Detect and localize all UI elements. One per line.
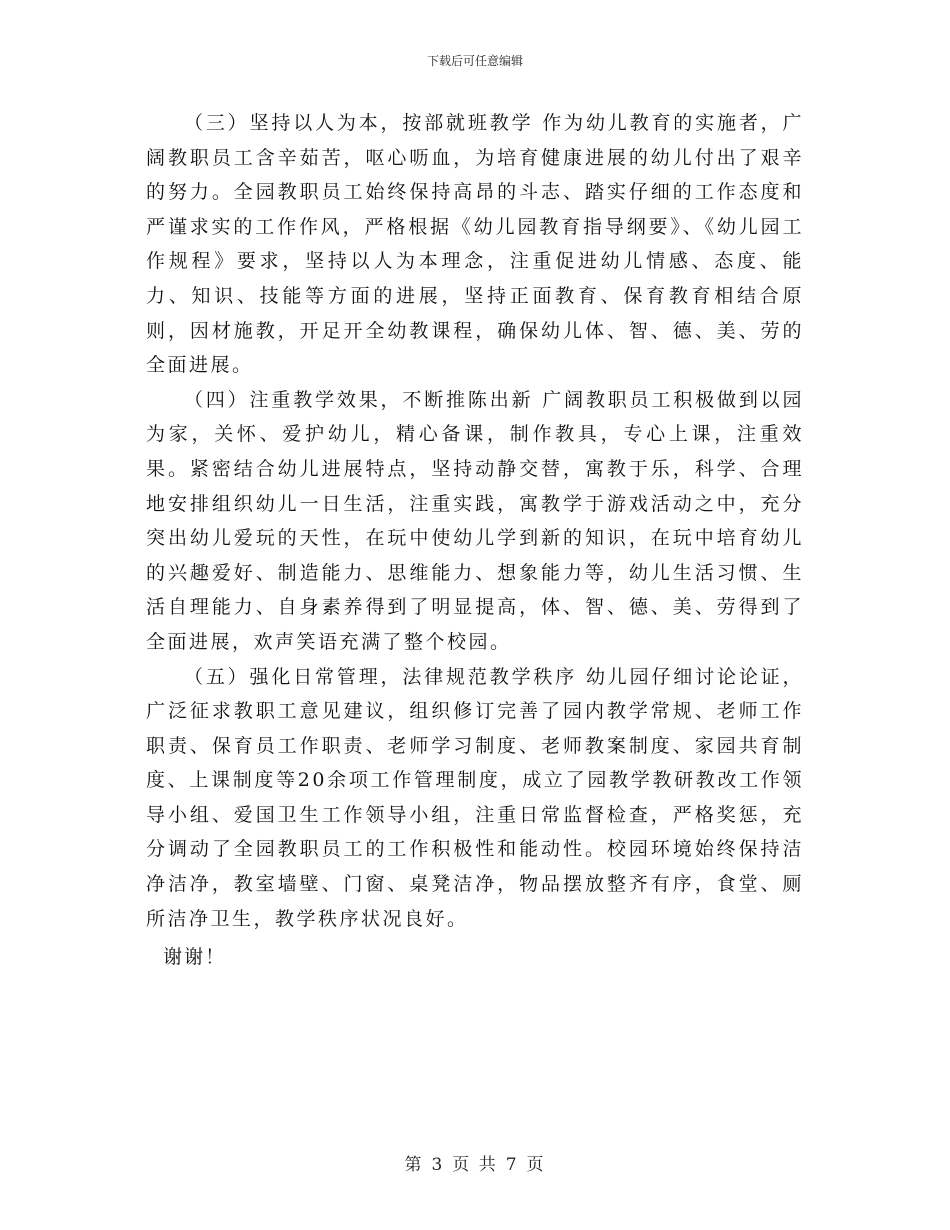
paragraph-5: （五）强化日常管理，法律规范教学秩序 幼儿园仔细讨论论证，广泛征求教职工意见建议，组织修订完善了园内教学常规、老师工作职责、保育员工作职责、老师学习制度、老师教案制度、家园共育制度、上课制度等20余项工作管理制度，成立了园教学教研教改工作领导小组、爱国卫生工作领导小组，注重日常监督检查，严格奖惩，充分调动了全园教职员工的工作积极性和能动性。校园环境始终保持洁净洁净，教室墙壁、门窗、桌凳洁净，物品摆放整齐有序，食堂、厕所洁净卫生，教学秩序状况良好。 [146, 665, 804, 930]
paragraph-4: （四）注重教学效果，不断推陈出新 广阔教职员工积极做到以园为家，关怀、爱护幼儿，精心备课，制作教具，专心上课，注重效果。紧密结合幼儿进展特点，坚持动静交替，寓教于乐，科学、合理地安排组织幼儿一日生活，注重实践，寓教学于游戏活动之中，充分突出幼儿爱玩的天性，在玩中使幼儿学到新的知识，在玩中培育幼儿的兴趣爱好、制造能力、思维能力、想象能力等，幼儿生活习惯、生活自理能力、自身素养得到了明显提高，体、智、德、美、劳得到了全面进展，欢声笑语充满了整个校园。 [146, 388, 804, 653]
document-body [146, 106, 804, 974]
page-label-mid: 页 共 [452, 1155, 498, 1175]
paragraph-3: （三）坚持以人为本，按部就班教学 作为幼儿教育的实施者，广阔教职员工含辛茹苦，呕心呖血，为培育健康进展的幼儿付出了艰辛的努力。全园教职员工始终保持高昂的斗志、踏实仔细的工作态度和严谨求实的工作作风，严格根据《幼儿园教育指导纲要》、《幼儿园工作规程》要求，坚持以人为本理念，注重促进幼儿情感、态度、能力、知识、技能等方面的进展，坚持正面教育、保育教育相结合原则，因材施教，开足开全幼教课程，确保幼儿体、智、德、美、劳的全面进展。 [146, 112, 804, 377]
closing-text: 谢谢！ [163, 946, 227, 969]
total-pages-number: 7 [505, 1155, 519, 1175]
page-label-prefix: 第 [404, 1155, 424, 1175]
page-header: 下载后可任意编辑 [426, 54, 523, 68]
page-footer [0, 1150, 950, 1175]
page-label-suffix: 页 [526, 1155, 546, 1175]
current-page-number: 3 [431, 1155, 445, 1175]
